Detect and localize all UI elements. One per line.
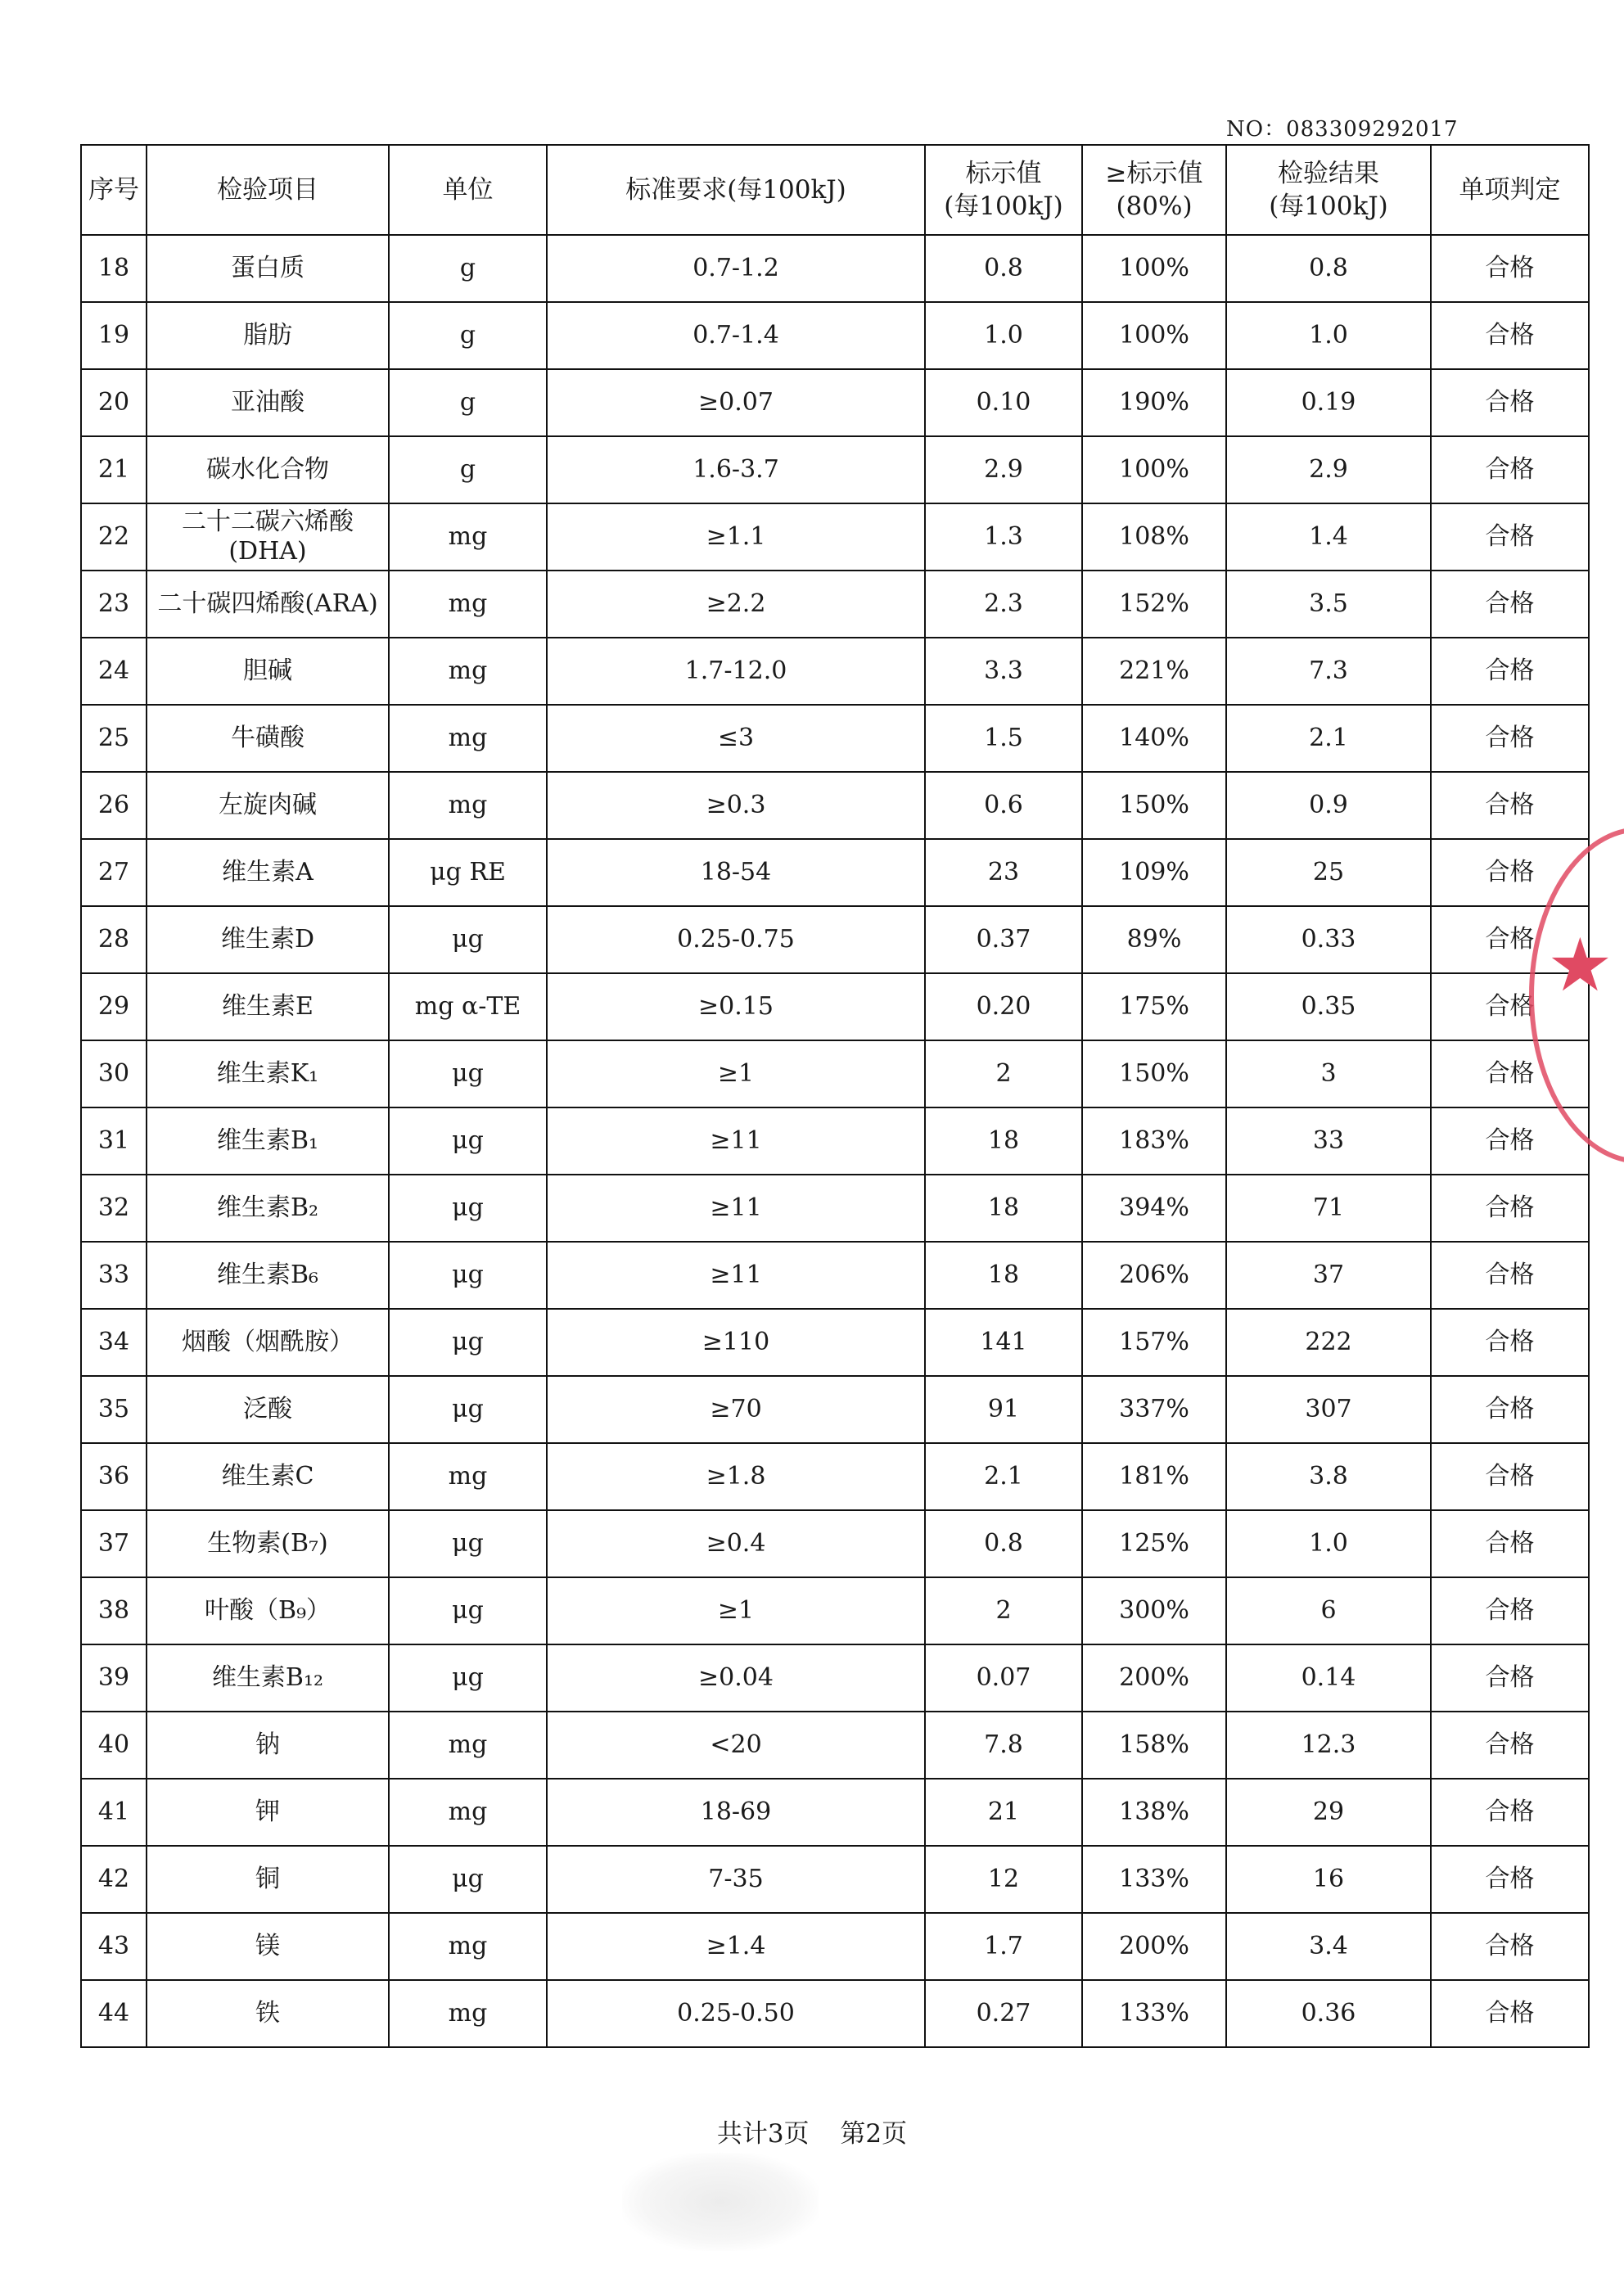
table-body [81,235,1589,2047]
row-percent: 150% [1082,1040,1226,1107]
row-index: 40 [81,1712,147,1779]
row-standard: ≥70 [547,1376,925,1443]
row-index: 37 [81,1510,147,1577]
header-index: 序号 [81,145,147,235]
table-row [81,503,1589,571]
row-result: 0.35 [1226,973,1431,1040]
row-index: 34 [81,1309,147,1376]
row-result: 3 [1226,1040,1431,1107]
row-item: 烟酸（烟酰胺） [147,1309,389,1376]
row-unit: mg [389,638,547,705]
row-item: 左旋肉碱 [147,772,389,839]
row-standard: ≥11 [547,1175,925,1242]
row-unit: μg [389,1107,547,1175]
row-unit: mg α-TE [389,973,547,1040]
row-judgment: 合格 [1431,906,1589,973]
row-labeled-value: 18 [925,1175,1082,1242]
row-percent: 221% [1082,638,1226,705]
row-item: 叶酸（B₉） [147,1577,389,1644]
row-result: 0.14 [1226,1644,1431,1712]
row-unit: μg [389,1040,547,1107]
row-judgment: 合格 [1431,1712,1589,1779]
row-judgment: 合格 [1431,235,1589,302]
row-item: 泛酸 [147,1376,389,1443]
row-item: 维生素E [147,973,389,1040]
row-item: 蛋白质 [147,235,389,302]
header-labeled-value: 标示值 (每100kJ) [925,145,1082,235]
row-standard: ≥0.07 [547,369,925,436]
row-percent: 133% [1082,1980,1226,2047]
row-labeled-value: 1.5 [925,705,1082,772]
row-index: 44 [81,1980,147,2047]
row-result: 1.0 [1226,302,1431,369]
row-unit: g [389,235,547,302]
row-standard: ≥1 [547,1040,925,1107]
row-item: 维生素B₁₂ [147,1644,389,1712]
row-labeled-value: 18 [925,1107,1082,1175]
row-item: 胆碱 [147,638,389,705]
row-labeled-value: 2.9 [925,436,1082,503]
row-item: 牛磺酸 [147,705,389,772]
row-index: 36 [81,1443,147,1510]
row-judgment: 合格 [1431,1644,1589,1712]
row-percent: 152% [1082,571,1226,638]
row-unit: g [389,369,547,436]
table-row [81,1779,1589,1846]
row-labeled-value: 0.8 [925,235,1082,302]
row-unit: μg [389,1175,547,1242]
row-unit: μg [389,1309,547,1376]
row-labeled-value: 0.27 [925,1980,1082,2047]
row-unit: mg [389,571,547,638]
row-standard: ≥0.4 [547,1510,925,1577]
row-percent: 300% [1082,1577,1226,1644]
row-unit: g [389,302,547,369]
row-unit: mg [389,705,547,772]
row-index: 22 [81,503,147,571]
row-judgment: 合格 [1431,1846,1589,1913]
row-result: 1.4 [1226,503,1431,571]
row-percent: 394% [1082,1175,1226,1242]
table-row [81,906,1589,973]
row-item: 亚油酸 [147,369,389,436]
row-percent: 100% [1082,436,1226,503]
table-row [81,1577,1589,1644]
row-item: 维生素B₁ [147,1107,389,1175]
row-item: 脂肪 [147,302,389,369]
table-row [81,571,1589,638]
row-judgment: 合格 [1431,1376,1589,1443]
row-unit: mg [389,1913,547,1980]
row-percent: 181% [1082,1443,1226,1510]
row-percent: 157% [1082,1309,1226,1376]
row-result: 37 [1226,1242,1431,1309]
row-result: 16 [1226,1846,1431,1913]
row-judgment: 合格 [1431,369,1589,436]
table-row [81,235,1589,302]
row-standard: ≥11 [547,1107,925,1175]
row-index: 35 [81,1376,147,1443]
row-unit: mg [389,772,547,839]
table-row [81,1309,1589,1376]
table-row [81,839,1589,906]
row-labeled-value: 2 [925,1577,1082,1644]
row-unit: mg [389,1712,547,1779]
row-standard: ≥0.3 [547,772,925,839]
row-percent: 125% [1082,1510,1226,1577]
row-labeled-value: 0.10 [925,369,1082,436]
row-result: 25 [1226,839,1431,906]
row-standard: ≥1.8 [547,1443,925,1510]
table-row [81,1040,1589,1107]
row-unit: mg [389,1443,547,1510]
row-percent: 337% [1082,1376,1226,1443]
row-percent: 133% [1082,1846,1226,1913]
row-result: 12.3 [1226,1712,1431,1779]
row-result: 1.0 [1226,1510,1431,1577]
row-labeled-value: 2.3 [925,571,1082,638]
row-judgment: 合格 [1431,1309,1589,1376]
row-standard: 1.7-12.0 [547,638,925,705]
row-index: 31 [81,1107,147,1175]
row-item: 维生素K₁ [147,1040,389,1107]
header-result: 检验结果 (每100kJ) [1226,145,1431,235]
row-labeled-value: 0.8 [925,1510,1082,1577]
row-index: 28 [81,906,147,973]
row-percent: 138% [1082,1779,1226,1846]
table-row [81,369,1589,436]
row-labeled-value: 18 [925,1242,1082,1309]
row-standard: ≥1.4 [547,1913,925,1980]
table-row [81,436,1589,503]
row-standard: ≥1 [547,1577,925,1644]
row-index: 38 [81,1577,147,1644]
row-judgment: 合格 [1431,973,1589,1040]
row-labeled-value: 0.37 [925,906,1082,973]
row-unit: μg [389,1242,547,1309]
row-judgment: 合格 [1431,1510,1589,1577]
row-labeled-value: 0.20 [925,973,1082,1040]
scan-smudge [622,2153,819,2251]
row-standard: ≥0.15 [547,973,925,1040]
row-index: 21 [81,436,147,503]
row-result: 0.9 [1226,772,1431,839]
row-unit: mg [389,503,547,571]
row-item: 钾 [147,1779,389,1846]
header-standard: 标准要求(每100kJ) [547,145,925,235]
row-percent: 109% [1082,839,1226,906]
row-index: 41 [81,1779,147,1846]
row-percent: 100% [1082,302,1226,369]
row-standard: ≤3 [547,705,925,772]
row-standard: 0.7-1.2 [547,235,925,302]
row-result: 307 [1226,1376,1431,1443]
header-item: 检验项目 [147,145,389,235]
row-result: 0.33 [1226,906,1431,973]
row-standard: ≥2.2 [547,571,925,638]
row-unit: μg [389,906,547,973]
row-standard: 1.6-3.7 [547,436,925,503]
row-percent: 206% [1082,1242,1226,1309]
table-row [81,1107,1589,1175]
row-labeled-value: 3.3 [925,638,1082,705]
row-result: 222 [1226,1309,1431,1376]
row-index: 20 [81,369,147,436]
row-index: 25 [81,705,147,772]
row-item: 钠 [147,1712,389,1779]
header-unit: 单位 [389,145,547,235]
row-result: 3.5 [1226,571,1431,638]
row-judgment: 合格 [1431,705,1589,772]
row-item: 镁 [147,1913,389,1980]
row-percent: 100% [1082,235,1226,302]
row-judgment: 合格 [1431,1175,1589,1242]
row-standard: 7-35 [547,1846,925,1913]
row-unit: μg RE [389,839,547,906]
row-labeled-value: 1.7 [925,1913,1082,1980]
table-row [81,772,1589,839]
row-standard: ≥11 [547,1242,925,1309]
row-item: 维生素B₆ [147,1242,389,1309]
row-index: 43 [81,1913,147,1980]
row-labeled-value: 1.0 [925,302,1082,369]
row-result: 3.8 [1226,1443,1431,1510]
report-number: NO：083309292017 [1226,117,1459,142]
row-item: 二十二碳六烯酸 (DHA) [147,503,389,571]
row-index: 33 [81,1242,147,1309]
row-unit: mg [389,1980,547,2047]
row-labeled-value: 0.07 [925,1644,1082,1712]
row-index: 32 [81,1175,147,1242]
row-index: 30 [81,1040,147,1107]
table-row [81,1376,1589,1443]
header-percent-of-label: ≥标示值 (80%) [1082,145,1226,235]
row-judgment: 合格 [1431,1443,1589,1510]
row-judgment: 合格 [1431,839,1589,906]
row-labeled-value: 91 [925,1376,1082,1443]
row-result: 2.1 [1226,705,1431,772]
row-item: 维生素A [147,839,389,906]
row-item: 碳水化合物 [147,436,389,503]
row-percent: 200% [1082,1644,1226,1712]
row-item: 维生素C [147,1443,389,1510]
row-percent: 140% [1082,705,1226,772]
row-result: 71 [1226,1175,1431,1242]
current-page: 第2页 [840,2119,908,2149]
row-labeled-value: 0.6 [925,772,1082,839]
table-row [81,1913,1589,1980]
row-item: 二十碳四烯酸(ARA) [147,571,389,638]
row-unit: μg [389,1510,547,1577]
inspection-results-table [80,144,1590,2048]
row-standard: 18-54 [547,839,925,906]
row-item: 铁 [147,1980,389,2047]
row-judgment: 合格 [1431,1913,1589,1980]
table-row [81,973,1589,1040]
table-row [81,1443,1589,1510]
row-judgment: 合格 [1431,503,1589,571]
row-result: 7.3 [1226,638,1431,705]
row-standard: ≥0.04 [547,1644,925,1712]
row-standard: 18-69 [547,1779,925,1846]
row-labeled-value: 7.8 [925,1712,1082,1779]
row-result: 0.19 [1226,369,1431,436]
row-item: 维生素B₂ [147,1175,389,1242]
row-unit: μg [389,1846,547,1913]
row-judgment: 合格 [1431,1040,1589,1107]
row-labeled-value: 2.1 [925,1443,1082,1510]
row-labeled-value: 23 [925,839,1082,906]
row-item: 铜 [147,1846,389,1913]
row-judgment: 合格 [1431,1980,1589,2047]
table-row [81,1175,1589,1242]
seal-star-icon: ★ [1547,922,1613,1008]
row-unit: μg [389,1376,547,1443]
total-pages: 共计3页 [716,2119,810,2149]
table-row [81,302,1589,369]
row-percent: 183% [1082,1107,1226,1175]
row-result: 2.9 [1226,436,1431,503]
row-index: 39 [81,1644,147,1712]
table-row [81,1644,1589,1712]
row-index: 23 [81,571,147,638]
row-judgment: 合格 [1431,436,1589,503]
row-result: 0.8 [1226,235,1431,302]
row-result: 0.36 [1226,1980,1431,2047]
row-item: 生物素(B₇) [147,1510,389,1577]
row-standard: <20 [547,1712,925,1779]
row-percent: 150% [1082,772,1226,839]
row-standard: 0.25-0.75 [547,906,925,973]
table-header-row [81,145,1589,235]
row-percent: 89% [1082,906,1226,973]
row-index: 19 [81,302,147,369]
row-labeled-value: 2 [925,1040,1082,1107]
row-standard: ≥110 [547,1309,925,1376]
table-row [81,1712,1589,1779]
table-row [81,705,1589,772]
table-row [81,1510,1589,1577]
row-percent: 175% [1082,973,1226,1040]
row-index: 26 [81,772,147,839]
row-result: 33 [1226,1107,1431,1175]
row-labeled-value: 12 [925,1846,1082,1913]
row-judgment: 合格 [1431,1242,1589,1309]
row-judgment: 合格 [1431,1577,1589,1644]
row-unit: μg [389,1644,547,1712]
row-standard: ≥1.1 [547,503,925,571]
row-result: 3.4 [1226,1913,1431,1980]
row-percent: 190% [1082,369,1226,436]
row-judgment: 合格 [1431,638,1589,705]
table-row [81,1980,1589,2047]
row-unit: mg [389,1779,547,1846]
page-footer [0,2113,1624,2154]
row-judgment: 合格 [1431,302,1589,369]
row-labeled-value: 141 [925,1309,1082,1376]
row-percent: 200% [1082,1913,1226,1980]
row-unit: g [389,436,547,503]
header-judgment: 单项判定 [1431,145,1589,235]
row-unit: μg [389,1577,547,1644]
row-standard: 0.25-0.50 [547,1980,925,2047]
row-index: 24 [81,638,147,705]
row-judgment: 合格 [1431,571,1589,638]
row-index: 27 [81,839,147,906]
row-labeled-value: 21 [925,1779,1082,1846]
row-judgment: 合格 [1431,772,1589,839]
table-row [81,1242,1589,1309]
row-item: 维生素D [147,906,389,973]
row-percent: 158% [1082,1712,1226,1779]
table-row [81,638,1589,705]
row-judgment: 合格 [1431,1107,1589,1175]
row-judgment: 合格 [1431,1779,1589,1846]
row-index: 18 [81,235,147,302]
row-labeled-value: 1.3 [925,503,1082,571]
table-row [81,1846,1589,1913]
row-result: 29 [1226,1779,1431,1846]
row-result: 6 [1226,1577,1431,1644]
row-standard: 0.7-1.4 [547,302,925,369]
row-index: 42 [81,1846,147,1913]
row-index: 29 [81,973,147,1040]
row-percent: 108% [1082,503,1226,571]
